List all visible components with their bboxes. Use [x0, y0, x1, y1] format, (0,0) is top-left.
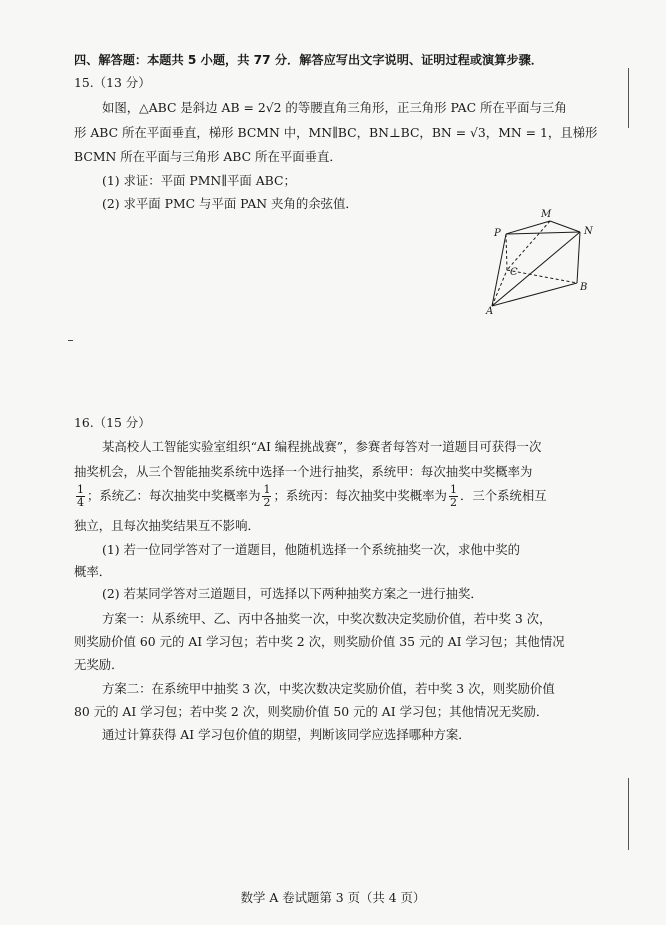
geometry-figure [478, 204, 608, 316]
label-B: B [580, 282, 588, 293]
q15-line-1: 如图，△ABC 是斜边 AB = 2√2 的等腰直角三角形，正三角形 PAC 所在平面与三角 [102, 100, 567, 115]
edge-AN [492, 232, 580, 306]
plan-1-line-1: 方案一：从系统甲、乙、丙中各抽奖一次，中奖次数决定奖励价值，若中奖 3 次， [102, 611, 552, 626]
margin-line-top [628, 68, 629, 128]
edge-AB [492, 283, 577, 306]
edge-PN [506, 232, 580, 234]
q15-line-2: 形 ABC 所在平面垂直，梯形 BCMN 中，MN∥BC，BN⊥BC，BN = √3，MN = 1，且梯形 [74, 125, 598, 140]
fraction-one-half-b: $\frac{1}{2}$ [449, 483, 457, 509]
q16-part-1-a: (1) 若一位同学答对了一道题目，他随机选择一个系统抽奖一次，求他中奖的 [102, 542, 520, 557]
q16-final: 通过计算获得 AI 学习包价值的期望，判断该同学应选择哪种方案． [102, 727, 471, 742]
q16-line-3: $\frac{1}{4}$ ；系统乙：每次抽奖中奖概率为 $\frac{1}{2}$ ；系统丙：每次抽奖中奖概率为 $\frac{1}{2}$ ．三个系统相互 [77, 483, 547, 509]
label-A: A [486, 306, 494, 316]
q16-part-1-b: 概率． [74, 564, 112, 579]
q15-line-3: BCMN 所在平面与三角形 ABC 所在平面垂直． [74, 149, 342, 164]
plan-2-line-1: 方案二：在系统甲中抽奖 3 次，中奖次数决定奖励价值，若中奖 3 次，则奖励价值 [102, 681, 555, 696]
edge-AC [492, 270, 507, 306]
q16-line-4: 独立，且每次抽奖结果互不影响． [74, 518, 260, 533]
q16-line-1: 某高校人工智能实验室组织“AI 编程挑战赛”，参赛者每答对一道题目可获得一次 [102, 439, 542, 454]
section-header: 四、解答题：本题共 5 小题，共 77 分．解答应写出文字说明、证明过程或演算步骤． [74, 53, 543, 67]
label-N: N [584, 226, 593, 237]
plan-1-line-3: 无奖励． [74, 657, 124, 672]
fraction-one-half-a: $\frac{1}{2}$ [263, 483, 271, 509]
margin-line-bottom [628, 778, 629, 850]
page-footer: 数学 A 卷试题第 3 页（共 4 页） [240, 890, 426, 905]
plan-1-line-2: 则奖励价值 60 元的 AI 学习包；若中奖 2 次，则奖励价值 35 元的 AI 学习包；其他情况 [74, 634, 565, 649]
q16-line-2: 抽奖机会，从三个智能抽奖系统中选择一个进行抽奖，系统甲：每次抽奖中奖概率为 [74, 464, 533, 479]
edge-PC [506, 234, 507, 270]
plan-2-line-2: 80 元的 AI 学习包；若中奖 2 次，则奖励价值 50 元的 AI 学习包；其他情况无奖励． [74, 704, 549, 719]
edge-PA [492, 234, 506, 306]
q16-part-2: (2) 若某同学答对三道题目，可选择以下两种抽奖方案之一进行抽奖． [102, 586, 483, 601]
label-C: C [510, 267, 518, 278]
q15-part-1: (1) 求证：平面 PMN∥平面 ABC； [102, 173, 296, 188]
label-P: P [494, 228, 501, 239]
q15-heading: 15.（13 分） [74, 75, 151, 90]
edge-PM [506, 221, 550, 234]
q15-part-2: (2) 求平面 PMC 与平面 PAN 夹角的余弦值． [102, 196, 358, 211]
fraction-one-quarter: $\frac{1}{4}$ [77, 483, 84, 509]
label-M: M [541, 209, 552, 220]
edge-NB [577, 232, 580, 283]
scan-mark [68, 340, 73, 341]
q16-heading: 16.（15 分） [74, 415, 151, 430]
edge-MN [550, 221, 580, 232]
